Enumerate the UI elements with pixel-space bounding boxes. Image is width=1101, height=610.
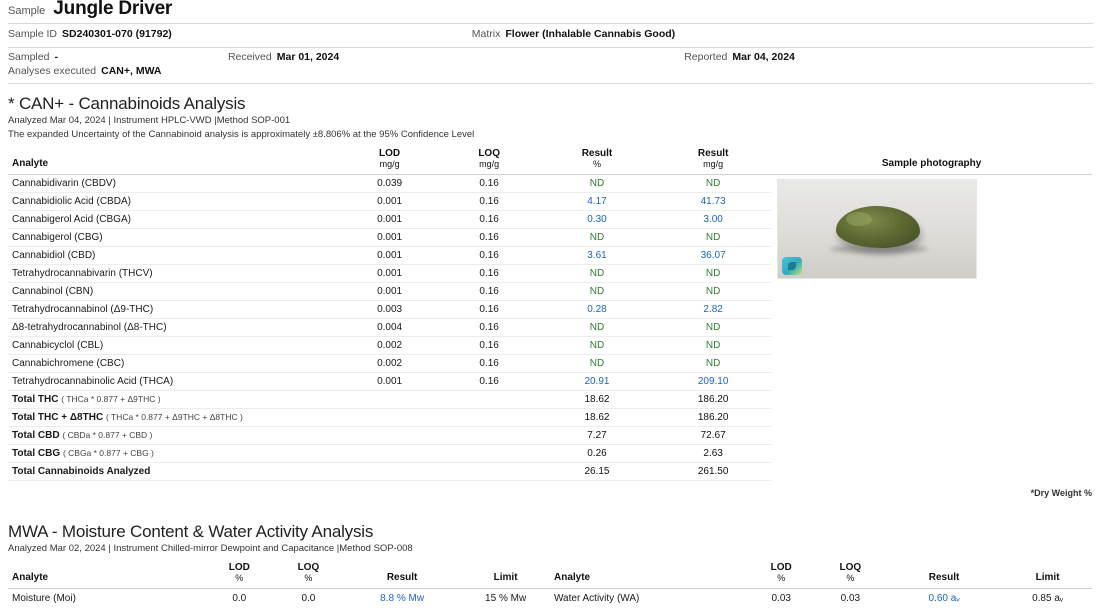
mwa-analyte: Moisture (Moi) bbox=[12, 593, 76, 604]
lod-value: 0.003 bbox=[340, 301, 440, 319]
total-result-percent: 18.62 bbox=[539, 391, 655, 409]
mwa-result: 8.8 % Mw bbox=[380, 593, 425, 604]
lod-value: 0.001 bbox=[340, 373, 440, 391]
col-lod-unit: mg/g bbox=[379, 159, 400, 169]
mwa-col-lod2-label: LOD bbox=[770, 562, 792, 573]
reported-value: Mar 04, 2024 bbox=[732, 51, 795, 63]
sample-photo-cell bbox=[771, 175, 1092, 481]
col-lod bbox=[340, 146, 440, 175]
total-result-percent: 18.62 bbox=[539, 409, 655, 427]
mwa-analyte-2: Water Activity (WA) bbox=[553, 593, 640, 604]
total-loq bbox=[439, 463, 539, 481]
mwa-col-limit-2: Limit bbox=[1003, 560, 1092, 589]
total-loq bbox=[439, 445, 539, 463]
result-mgg: ND bbox=[655, 175, 771, 193]
mwa-col-lod-unit: % bbox=[235, 573, 244, 583]
total-name: Total THC ( THCa * 0.877 + Δ9THC ) bbox=[8, 391, 340, 409]
total-result-percent: 0.26 bbox=[539, 445, 655, 463]
result-percent: ND bbox=[539, 283, 655, 301]
mwa-col-loq-2 bbox=[816, 560, 885, 589]
loq-value: 0.16 bbox=[439, 211, 539, 229]
mwa-col-loq-label: LOQ bbox=[297, 562, 320, 573]
total-result-percent: 26.15 bbox=[539, 463, 655, 481]
total-loq bbox=[439, 427, 539, 445]
result-percent: 20.91 bbox=[539, 373, 655, 391]
lod-value: 0.001 bbox=[340, 283, 440, 301]
sampled-value: - bbox=[54, 51, 58, 63]
loq-value: 0.16 bbox=[439, 247, 539, 265]
result-percent: 4.17 bbox=[539, 193, 655, 211]
mwa-col-analyte-2: Analyte bbox=[550, 560, 747, 589]
loq-value: 0.16 bbox=[439, 193, 539, 211]
mwa-col-loq2-label: LOQ bbox=[839, 562, 862, 573]
analyte-name: Cannabidiol (CBD) bbox=[8, 247, 340, 265]
total-name: Total THC + Δ8THC ( THCa * 0.877 + Δ9THC + Δ8THC ) bbox=[8, 409, 340, 427]
analyte-name: Tetrahydrocannabinolic Acid (THCA) bbox=[8, 373, 340, 391]
loq-value: 0.16 bbox=[439, 175, 539, 193]
total-lod bbox=[340, 427, 440, 445]
mwa-col-limit: Limit bbox=[461, 560, 550, 589]
mwa-section bbox=[8, 522, 1093, 608]
cannabinoids-title: * CAN+ - Cannabinoids Analysis bbox=[8, 94, 246, 113]
total-name: Total Cannabinoids Analyzed bbox=[8, 463, 340, 481]
result-mgg: 209.10 bbox=[655, 373, 771, 391]
cannabinoids-uncertainty-note: The expanded Uncertainty of the Cannabinoid analysis is approximately ±8.806% at the 95% Confidence Level bbox=[8, 129, 475, 140]
result-mgg: ND bbox=[655, 337, 771, 355]
received-label: Received bbox=[227, 51, 272, 63]
result-percent: ND bbox=[539, 229, 655, 247]
mwa-col-lod2-unit: % bbox=[777, 573, 786, 583]
total-loq bbox=[439, 391, 539, 409]
result-mgg: 36.07 bbox=[655, 247, 771, 265]
loq-value: 0.16 bbox=[439, 229, 539, 247]
analyses-label: Analyses executed bbox=[8, 65, 97, 77]
mwa-header-row bbox=[8, 560, 1092, 589]
col-loq-label: LOQ bbox=[478, 148, 500, 159]
loq-value: 0.16 bbox=[439, 265, 539, 283]
mwa-title: MWA - Moisture Content & Water Activity Analysis bbox=[8, 522, 374, 541]
divider bbox=[8, 83, 1093, 84]
total-result-mgg: 186.20 bbox=[655, 409, 771, 427]
mwa-loq-2: 0.03 bbox=[840, 593, 861, 604]
total-result-mgg: 2.63 bbox=[655, 445, 771, 463]
total-result-mgg: 186.20 bbox=[655, 391, 771, 409]
total-lod bbox=[340, 391, 440, 409]
lod-value: 0.001 bbox=[340, 265, 440, 283]
matrix-label: Matrix bbox=[471, 28, 501, 40]
result-percent: ND bbox=[539, 265, 655, 283]
analyte-name: Cannabinol (CBN) bbox=[8, 283, 340, 301]
loq-value: 0.16 bbox=[439, 373, 539, 391]
result-mgg: ND bbox=[655, 319, 771, 337]
mwa-col-lod-label: LOD bbox=[228, 562, 250, 573]
result-percent: 0.30 bbox=[539, 211, 655, 229]
analyte-name: Tetrahydrocannabinol (Δ9-THC) bbox=[8, 301, 340, 319]
analyte-name: Cannabigerol Acid (CBGA) bbox=[8, 211, 340, 229]
result-mgg: 3.00 bbox=[655, 211, 771, 229]
result-mgg: ND bbox=[655, 229, 771, 247]
lod-value: 0.001 bbox=[340, 211, 440, 229]
col-result-pct-unit: % bbox=[592, 159, 601, 169]
dry-weight-note: *Dry Weight % bbox=[1030, 488, 1092, 498]
watermark-logo-icon bbox=[782, 257, 802, 275]
result-mgg: ND bbox=[655, 355, 771, 373]
analyses-row bbox=[8, 65, 1093, 80]
col-result-mgg bbox=[655, 146, 771, 175]
col-result-pct bbox=[539, 146, 655, 175]
sample-photo bbox=[777, 179, 977, 279]
mwa-col-result: Result bbox=[343, 560, 461, 589]
result-percent: ND bbox=[539, 319, 655, 337]
sample-label: Sample bbox=[8, 5, 46, 17]
result-mgg: 2.82 bbox=[655, 301, 771, 319]
loq-value: 0.16 bbox=[439, 301, 539, 319]
loq-value: 0.16 bbox=[439, 319, 539, 337]
sample-header bbox=[8, 0, 1093, 20]
col-lod-label: LOD bbox=[379, 148, 401, 159]
cannabinoids-subtitle: Analyzed Mar 04, 2024 | Instrument HPLC-VWD |Method SOP-001 bbox=[8, 115, 291, 126]
loq-value: 0.16 bbox=[439, 355, 539, 373]
analyte-name: Δ8-tetrahydrocannabinol (Δ8-THC) bbox=[8, 319, 340, 337]
analyses-value: CAN+, MWA bbox=[101, 65, 162, 77]
mwa-row bbox=[8, 589, 1092, 609]
mwa-result-2: 0.60 aᵥ bbox=[928, 593, 960, 604]
total-lod bbox=[340, 463, 440, 481]
total-name: Total CBD ( CBDa * 0.877 + CBD ) bbox=[8, 427, 340, 445]
analyte-name: Tetrahydrocannabivarin (THCV) bbox=[8, 265, 340, 283]
col-analyte: Analyte bbox=[8, 146, 340, 175]
col-result-pct-label: Result bbox=[581, 148, 613, 159]
result-percent: ND bbox=[539, 175, 655, 193]
result-mgg: ND bbox=[655, 265, 771, 283]
sample-id-value: SD240301-070 (91792) bbox=[62, 28, 172, 40]
total-result-mgg: 261.50 bbox=[655, 463, 771, 481]
mwa-col-loq-unit: % bbox=[304, 573, 313, 583]
mwa-limit: 15 % Mw bbox=[485, 593, 527, 604]
analyte-name: Cannabichromene (CBC) bbox=[8, 355, 340, 373]
result-mgg: 41.73 bbox=[655, 193, 771, 211]
result-mgg: ND bbox=[655, 283, 771, 301]
reported-label: Reported bbox=[684, 51, 728, 63]
result-percent: ND bbox=[539, 355, 655, 373]
sample-id-label: Sample ID bbox=[8, 28, 58, 40]
mwa-limit-2: 0.85 aᵥ bbox=[1032, 593, 1064, 604]
cannabis-bud bbox=[836, 206, 920, 248]
lod-value: 0.001 bbox=[340, 229, 440, 247]
received-value: Mar 01, 2024 bbox=[276, 51, 340, 63]
matrix-value: Flower (Inhalable Cannabis Good) bbox=[505, 28, 676, 40]
total-result-percent: 7.27 bbox=[539, 427, 655, 445]
total-loq bbox=[439, 409, 539, 427]
sample-id-row bbox=[8, 24, 1093, 44]
mwa-table bbox=[8, 560, 1092, 608]
analyte-name: Cannabidivarin (CBDV) bbox=[8, 175, 340, 193]
col-result-mgg-label: Result bbox=[697, 148, 729, 159]
mwa-subtitle: Analyzed Mar 02, 2024 | Instrument Chilled-mirror Dewpoint and Capacitance |Method SOP-008 bbox=[8, 543, 413, 554]
col-loq-unit: mg/g bbox=[479, 159, 500, 169]
cannabinoids-table bbox=[8, 146, 1092, 481]
result-percent: 3.61 bbox=[539, 247, 655, 265]
mwa-col-lod bbox=[205, 560, 274, 589]
table-row bbox=[8, 175, 1092, 193]
total-result-mgg: 72.67 bbox=[655, 427, 771, 445]
lod-value: 0.039 bbox=[340, 175, 440, 193]
mwa-lod: 0.0 bbox=[232, 593, 247, 604]
total-name: Total CBG ( CBGa * 0.877 + CBG ) bbox=[8, 445, 340, 463]
total-lod bbox=[340, 445, 440, 463]
loq-value: 0.16 bbox=[439, 283, 539, 301]
lod-value: 0.002 bbox=[340, 337, 440, 355]
loq-value: 0.16 bbox=[439, 337, 539, 355]
dates-row bbox=[8, 48, 1093, 65]
table-header-row bbox=[8, 146, 1092, 175]
lod-value: 0.004 bbox=[340, 319, 440, 337]
col-loq bbox=[439, 146, 539, 175]
analyte-name: Cannabidiolic Acid (CBDA) bbox=[8, 193, 340, 211]
mwa-col-result-2: Result bbox=[885, 560, 1003, 589]
mwa-col-loq bbox=[274, 560, 343, 589]
sample-name: Jungle Driver bbox=[53, 0, 173, 19]
analyte-name: Cannabicyclol (CBL) bbox=[8, 337, 340, 355]
mwa-col-analyte: Analyte bbox=[8, 560, 205, 589]
result-percent: 0.28 bbox=[539, 301, 655, 319]
mwa-lod-2: 0.03 bbox=[771, 593, 791, 604]
result-percent: ND bbox=[539, 337, 655, 355]
mwa-col-lod-2 bbox=[747, 560, 816, 589]
mwa-col-loq2-unit: % bbox=[846, 573, 855, 583]
sampled-label: Sampled bbox=[8, 51, 50, 63]
col-result-mgg-unit: mg/g bbox=[703, 159, 724, 169]
col-sample-photography: Sample photography bbox=[771, 146, 1092, 175]
lod-value: 0.002 bbox=[340, 355, 440, 373]
total-lod bbox=[340, 409, 440, 427]
analyte-name: Cannabigerol (CBG) bbox=[8, 229, 340, 247]
lod-value: 0.001 bbox=[340, 247, 440, 265]
lod-value: 0.001 bbox=[340, 193, 440, 211]
mwa-loq: 0.0 bbox=[301, 593, 316, 604]
